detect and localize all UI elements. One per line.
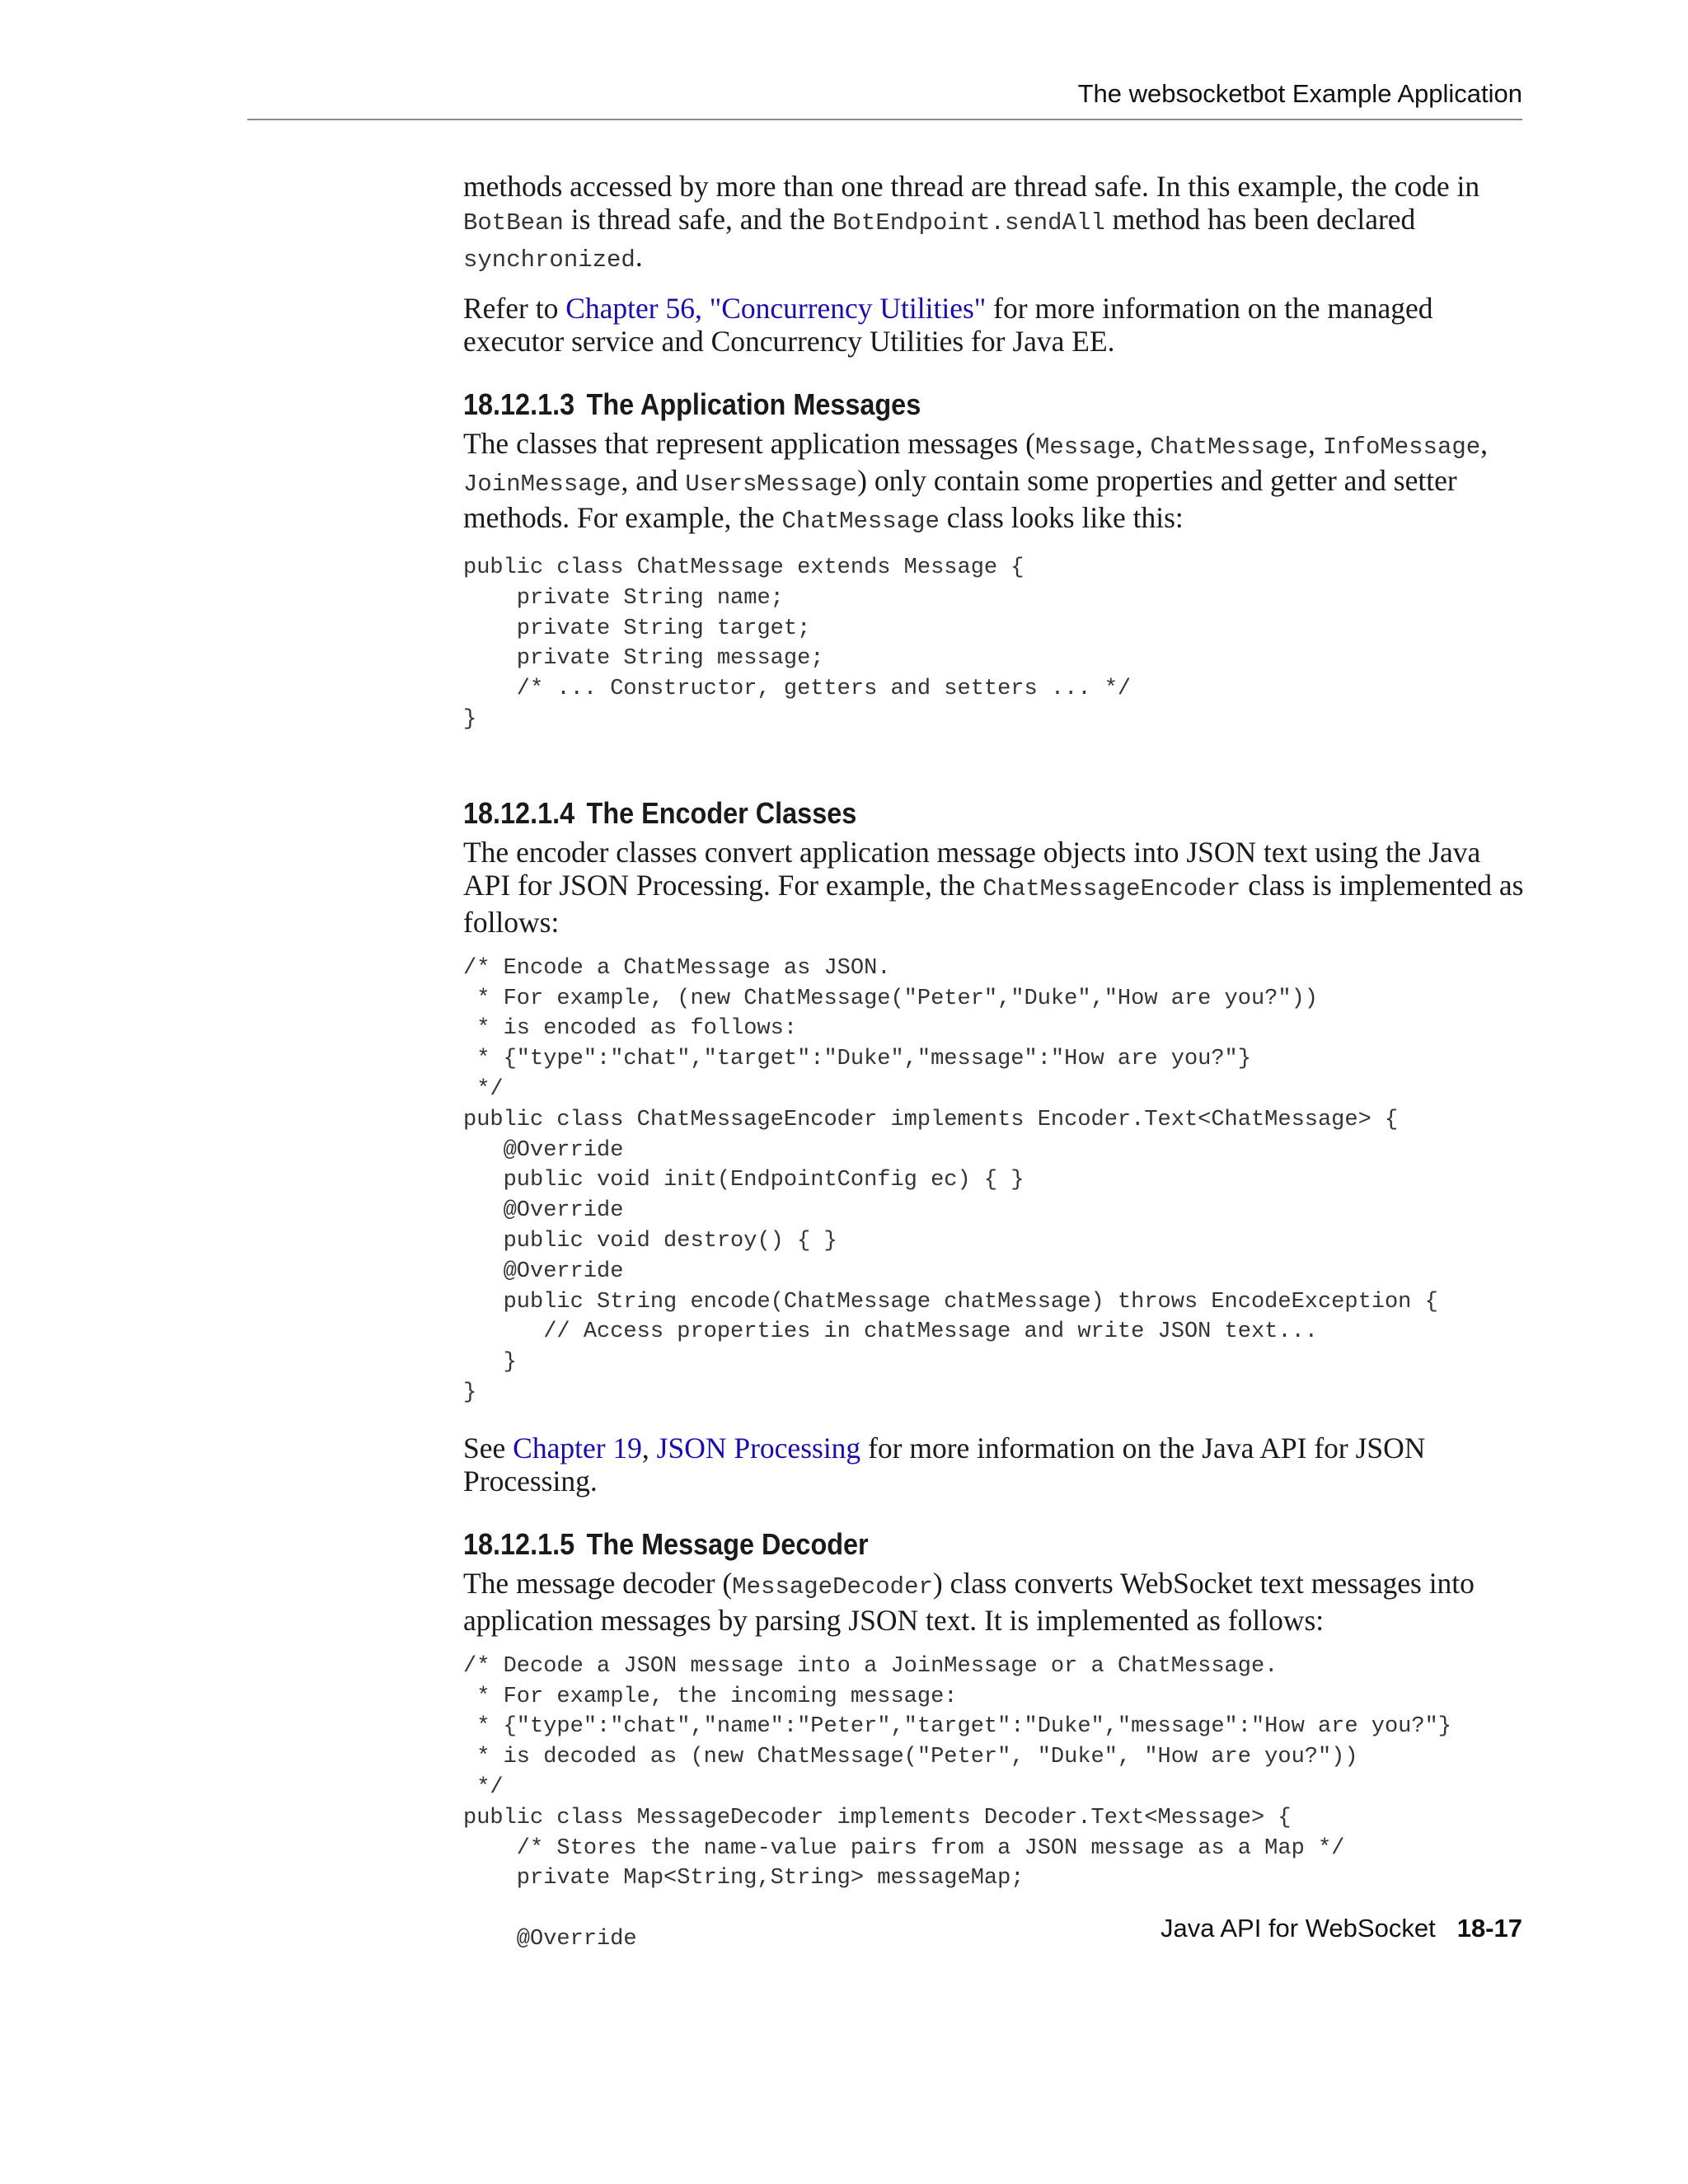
paragraph-concurrency-ref: Refer to Chapter 56, "Concurrency Utilities" for more information on the managed executor service and Concurrency Utilities for Java EE. [463,292,1433,358]
code-sendall: BotEndpoint.sendAll [832,209,1105,237]
section-heading-encoder-classes: 18.12.1.4 The Encoder Classes [463,795,857,830]
running-header-title: The websocketbot Example Application [1077,79,1522,108]
code-block-chatmessageencoder: /* Encode a ChatMessage as JSON. * For example, (new ChatMessage("Peter","Duke","How are you?")) * is encoded as follows: * {"type":"chat","target":"Duke","message":"How are you?"} */ public class ChatMessageEncoder implements Encoder.Text<ChatMessage> { @Override public void init(EndpointConfig ec) { } @Override public void destroy() { } @Override public String encode(ChatMessage chatMessage) throws EncodeException { // Access properties in chatMessage and write JSON text... } } [463,955,1438,1405]
paragraph-thread-safety: methods accessed by more than one thread are thread safe. In this example, the code in BotBean is thread safe, and the BotEndpoint.sendAll method has been declared synchronized. [463,170,1480,274]
code-block-messagedecoder: /* Decode a JSON message into a JoinMessage or a ChatMessage. * For example, the incoming message: * {"type":"chat","name":"Peter","target":"Duke","message":"How are you?"} * is decoded as (new ChatMessage("Peter", "Duke", "How are you?")) */ public class MessageDecoder implements Decoder.Text<Message> { /* Stores the name-value pairs from a JSON message as a Map */ private Map<String,String> messageMap; @Override [463,1653,1451,1952]
footer-title: Java API for WebSocket [1160,1914,1436,1943]
section-heading-application-messages: 18.12.1.3 The Application Messages [463,387,921,421]
paragraph-json-processing-ref: See Chapter 19, JSON Processing for more information on the Java API for JSON Processing. [463,1431,1426,1497]
section-heading-message-decoder: 18.12.1.5 The Message Decoder [463,1526,869,1561]
link-json-processing[interactable]: JSON Processing [656,1431,861,1465]
link-chapter-19[interactable]: Chapter 19 [513,1431,642,1465]
paragraph-message-decoder: The message decoder (MessageDecoder) class converts WebSocket text messages into application messages by parsing JSON text. It is implemented as follows: [463,1566,1475,1637]
page-number: 18-17 [1456,1914,1522,1943]
paragraph-application-messages: The classes that represent application messages (Message, ChatMessage, InfoMessage, JoinMessage, and UsersMessage) only contain some properties and getter and setter methods. For example, the ChatMessage class looks like this: [463,427,1489,535]
paragraph-encoder-classes: The encoder classes convert application message objects into JSON text using the Java API for JSON Processing. For example, the ChatMessageEncoder class is implemented as follows: [463,835,1524,939]
page-content [463,170,1526,1955]
link-chapter-56[interactable]: Chapter 56, "Concurrency Utilities" [565,292,987,325]
running-footer [1160,1914,1522,1943]
running-header [247,73,1522,120]
code-block-chatmessage: public class ChatMessage extends Message { private String name; private String target; private String message; /* ... Constructor, getters and setters ... */ } [463,555,1132,732]
code-botbean: BotBean [463,209,564,237]
code-synchronized: synchronized [463,246,635,274]
